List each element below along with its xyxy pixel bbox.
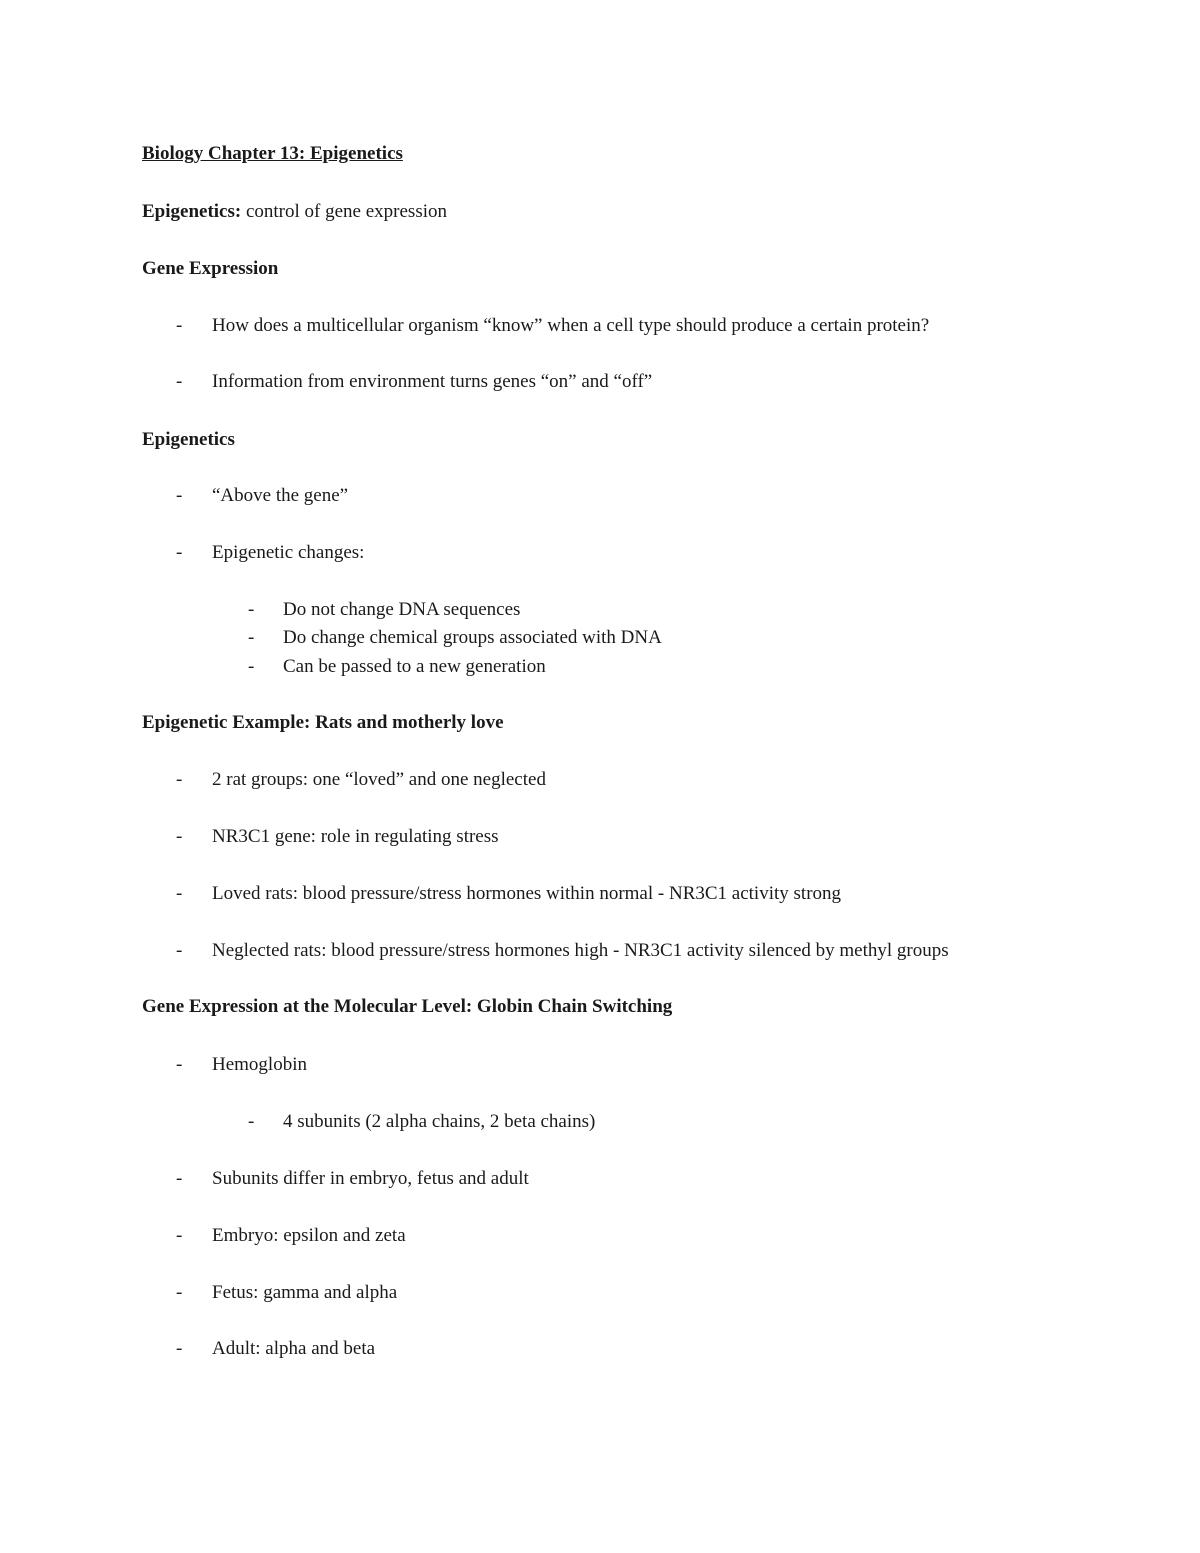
list-item [0,542,1200,564]
bullet-dash: - [176,883,183,904]
list-item-text: Embryo: epsilon and zeta [212,1225,406,1246]
list-item-text: Information from environment turns genes “on” and “off” [212,371,653,392]
list-item [0,371,1200,393]
list-item [0,485,1200,507]
bullet-dash: - [176,1338,183,1359]
list-item [0,1282,1200,1304]
sub-list-item-text: Do change chemical groups associated with DNA [283,627,662,648]
list-item-text: 2 rat groups: one “loved” and one neglected [212,769,546,790]
list-item-text: “Above the gene” [212,485,349,506]
sub-list-item [0,656,1200,678]
bullet-dash: - [176,1054,183,1075]
list-item [0,1054,1200,1076]
list-item [0,883,1200,905]
definition-paragraph [142,201,447,223]
bullet-dash: - [176,315,183,336]
bullet-dash: - [176,371,183,392]
section-heading-globin-switching: Gene Expression at the Molecular Level: Globin Chain Switching [142,996,673,1017]
definition-term: Epigenetics: [142,201,242,222]
bullet-dash: - [248,656,255,677]
list-item [0,1338,1200,1360]
bullet-dash: - [176,1168,183,1189]
bullet-dash: - [176,485,183,506]
section-heading-rats-example: Epigenetic Example: Rats and motherly love [142,712,504,733]
list-item [0,315,1200,337]
list-item-text: Hemoglobin [212,1054,307,1075]
bullet-dash: - [176,542,183,563]
bullet-dash: - [248,1111,255,1132]
bullet-dash: - [248,627,255,648]
bullet-dash: - [248,599,255,620]
bullet-dash: - [176,826,183,847]
bullet-dash: - [176,1225,183,1246]
list-item-text: Neglected rats: blood pressure/stress hormones high - NR3C1 activity silenced by methyl groups [212,940,949,961]
bullet-dash: - [176,940,183,961]
list-item-text: Epigenetic changes: [212,542,365,563]
list-item-text: Loved rats: blood pressure/stress hormones within normal - NR3C1 activity strong [212,883,842,904]
sub-list-item-text: Can be passed to a new generation [283,656,546,677]
list-item [0,1168,1200,1190]
sub-list-item [0,1111,1200,1133]
sub-list-item [0,627,1200,649]
section-heading-gene-expression: Gene Expression [142,258,279,279]
list-item [0,1225,1200,1247]
list-item [0,940,1200,962]
document-title: Biology Chapter 13: Epigenetics [142,143,403,164]
list-item [0,826,1200,848]
sub-list-item-text: Do not change DNA sequences [283,599,521,620]
list-item-text: NR3C1 gene: role in regulating stress [212,826,499,847]
sub-list-item [0,599,1200,621]
list-item [0,769,1200,791]
list-item-text: How does a multicellular organism “know” when a cell type should produce a certain protein? [212,315,930,336]
bullet-dash: - [176,1282,183,1303]
sub-list-item-text: 4 subunits (2 alpha chains, 2 beta chains) [283,1111,596,1132]
list-item-text: Fetus: gamma and alpha [212,1282,398,1303]
section-heading-epigenetics: Epigenetics [142,429,235,450]
list-item-text: Subunits differ in embryo, fetus and adult [212,1168,529,1189]
definition-text: control of gene expression [241,201,447,222]
bullet-dash: - [176,769,183,790]
list-item-text: Adult: alpha and beta [212,1338,376,1359]
